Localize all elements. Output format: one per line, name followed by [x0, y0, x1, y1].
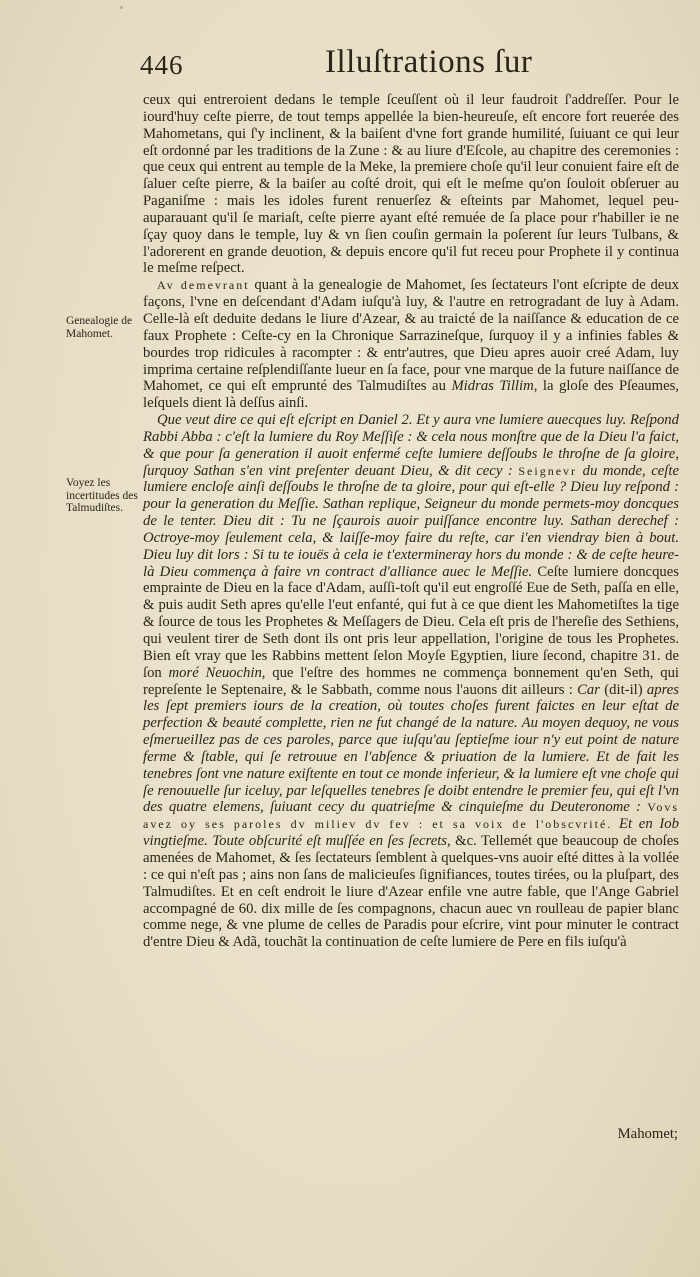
text-run: (dit-il)	[600, 681, 647, 698]
paper-speck	[120, 6, 123, 9]
small-caps-run: Seignevr	[518, 463, 578, 478]
italic-run: Car	[577, 681, 600, 698]
page-number: 446	[140, 50, 184, 80]
text-run: quant à la genealogie de Mahomet, ſes ſectateurs l'ont eſcripte de deux façons, l'vne en deſcendant d'Adam iuſqu'à luy, & l'autre en retrogradant de luy à Adam. Celle-là eſt deduite dedans le liure d'Azear, & au traicté de la naiſſance & education de ce faux Prophete : Ceſte-cy en la Chronique Sarrazineſque, ſurquoy il y a infinies fables & bourdes trop ridicules à racompter : & entr'autres, que Dieu apres auoir creé Adam, luy imprima certaine reſplendiſſante lueur en ſa face, pour vne marque de la future naiſſance de Mahomet, ce qui eſt emprunté des Talmudiſtes au	[143, 277, 679, 395]
italic-run: du monde, ceſte lumiere encloſe ainſi deſſoubs le throſne de ta gloire, pour qui eſt-elle ? Dieu luy reſpond : pour la generation du Meſſie. Sathan replique, Seigneur du monde permets-moy doncques de le tenter. Dieu dit : Tu ne ſçaurois auoir puiſſance encontre luy. Sathan derechef : Octroye-moy ſeulement cela, & laiſſe-moy faire du reſte, car i'en viendray bien à bout. Dieu luy dit lors : Si tu te iouës à cela ie t'extermineray hors du monde : & de ceſte heure-là Dieu commença à faire vn contract d'alliance auec le Meſſie.	[143, 462, 679, 580]
italic-run: Que veut dire ce qui eſt eſcript en Daniel 2. Et y aura vne lumiere auecques luy. Reſpond Rabbi Abba : c'eſt la lumiere du Roy Meſſiſe : & cela nous monſtre que de la Dieu l'a faict, & que pour ſa generation il auoit enfermé ceſte lumiere deſſoubs le throſne de ſa gloire, ſurquoy Sathan s'en vint preſenter deuant Dieu, & dit cecy :	[143, 412, 679, 479]
running-title: Illuſtrations ſur	[325, 44, 533, 80]
text-run: ceux qui entreroient dedans le temple ſceuſſent où il leur faudroit ſ'addreſſer. Pour le iourd'huy ceſte pierre, de tout temps appellée la bien-heureuſe, eſt encore fort reuerée des Mahometans, qui ſ'y inclinent, & la baiſent d'vne fort grande humilité, ſuiuant ce qui leur eſt ordonné par les traditions de la Zune : & au liure d'Eſcole, au chapitre des ceremonies : que ceux qui entrent au temple de la Meke, la premiere choſe qu'il leur conuient faire eſt de ſaluer ceſte pierre, & la baiſer au coſté droit, qui eſt le meſme qu'on ſouloit obſeruer au Paganiſme : mais les idoles furent renuerſez & eſteints par Mahomet, lequel peu-auparauant qu'il ſe mariaſt, ceſte pierre ayant eſté remuée de ſa place pour r'habiller ie ne ſçay quoy dans le temple, luy & vn ſien couſin germain la poſerent ſur leurs Tulbans, & l'adorerent en grande deuotion, & depuis encore qu'il fut receu pour Prophete il y continua le meſme reſpect.	[143, 92, 679, 277]
italic-run: Et en Iob vingtieſme. Toute obſcurité eſt muſſée en ſes ſecrets,	[143, 816, 679, 850]
paragraph-genealogy	[143, 277, 679, 412]
small-caps-run: Av demevrant	[157, 278, 250, 293]
small-caps-run: Vovs avez oy ses paroles dv miliev dv fev : et sa voix de l'obscvrité.	[143, 800, 679, 832]
italic-run: Midras Tillim	[451, 378, 534, 395]
paragraph-talmud-quote	[143, 412, 679, 951]
paragraph-kaaba-stone	[143, 92, 679, 277]
text-run: , que l'eſtre des hommes ne commença bonnement qu'en Seth, qui repreſente le Septenaire, & le Sabbath, comme nous l'auons dit ailleurs :	[143, 664, 679, 698]
text-run: , la gloſe des Pſeaumes, leſquels dient là deſſus ainſi.	[143, 378, 679, 412]
catchword: Mahomet;	[617, 1126, 678, 1142]
text-run: Ceſte lumiere doncques emprainte de Dieu en la face d'Adam, auſſi-toſt qu'il eut engroſſé Eue de Seth, paſſa en elle, & puis audit Seth apres qu'elle l'eut enfanté, qui fut à ce que dient les Mahometiſtes la tige & ſource de tous les Prophetes & Meſſagers de Dieu. Cela eſt pris de l'hereſie des Sethiens, qui veulent tirer de Seth dont ils ont pris leur appellation, l'origine de tous les Prophetes. Bien eſt vray que les Rabbins mettent ſelon Moyſe Egyptien, liure ſecond, chapitre 31. de ſon	[143, 563, 679, 681]
main-text	[143, 92, 679, 951]
italic-run: moré Neuochin	[168, 664, 262, 681]
margin-note-talmudistes: Voyez les incertitudes des Talmudiſtes.	[66, 477, 138, 514]
italic-run: apres les ſept premiers iours de la creation, où toutes choſes furent faictes en leur eſtat de perfection & beauté complette, rien ne fut changé de la nature. Au moyen dequoy, ne vous eſmerueillez pas de ces paroles, parce que iuſqu'au ſeptieſme iour n'y eut point de nature ferme & ſtable, qui ſe retrouue en l'abſence & priuation de la lumiere. Et de fait les tenebres ſont vne nature exiſtente en tout ce monde inferieur, & la lumiere eſt vne choſe qui ſe renouuelle ſur iceluy, par leſquelles tenebres ſe doibt entendre le premier feu, qui eſt l'vn des quatre elemens, ſuiuant cecy du quatrieſme & cinquieſme du Deuteronome :	[143, 681, 679, 816]
text-run: &c. Tellemét que beaucoup de choſes amenées de Mahomet, & ſes ſectateurs ſemblent à quelques-vns auoir eſté dittes à la vollée : ce qui n'eſt pas ; ains non ſans de malicieuſes ſignifiances, toutes tirées, ou la pluſpart, des Talmudiſtes. Et en ceſt endroit le liure d'Azear enfile vne autre fable, que l'Ange Gabriel accompagné de 60. dix mille de ſes compagnons, chacun auec vn roulleau de papier blanc comme nege, & vne plume de celles de Paradis pour eſcrire, vint pour minuter le contract d'entre Dieu & Adã, touchãt la continuation de ceſte lumiere de Pere en fils iuſqu'à	[143, 833, 680, 951]
margin-note-genealogie: Genealogie de Mahomet.	[66, 315, 133, 340]
